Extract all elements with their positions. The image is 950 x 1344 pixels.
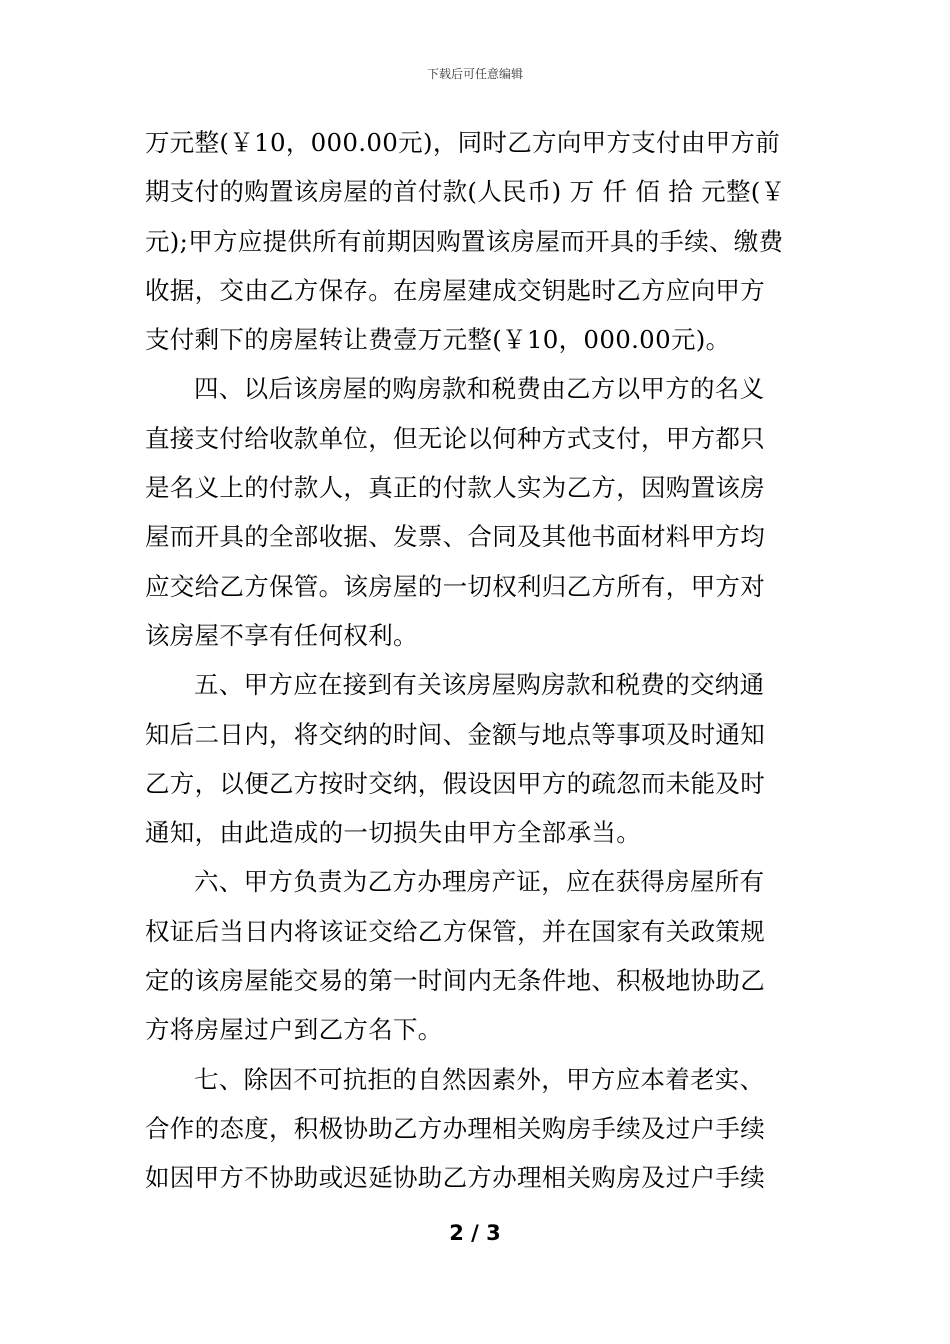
body-line: 合作的态度，积极协助乙方办理相关购房手续及过户手续 (145, 1113, 765, 1143)
body-line: 屋而开具的全部收据、发票、合同及其他书面材料甲方均 (145, 522, 765, 552)
body-line: 支付剩下的房屋转让费壹万元整(￥10，000.00元)。 (145, 325, 731, 355)
body-line: 直接支付给收款单位，但无论以何种方式支付，甲方都只 (145, 423, 765, 453)
body-line: 期支付的购置该房屋的首付款(人民币) 万 仟 佰 拾 元整(￥ (145, 177, 786, 207)
body-line: 定的该房屋能交易的第一时间内无条件地、积极地协助乙 (145, 966, 765, 996)
page-number: 2 / 3 (449, 1221, 501, 1245)
body-line: 是名义上的付款人，真正的付款人实为乙方，因购置该房 (145, 473, 765, 503)
body-line: 该房屋不享有任何权利。 (145, 620, 418, 650)
body-line: 应交给乙方保管。该房屋的一切权利归乙方所有，甲方对 (145, 571, 765, 601)
body-line: 通知，由此造成的一切损失由甲方全部承当。 (145, 818, 641, 848)
body-line: 乙方，以便乙方按时交纳，假设因甲方的疏忽而未能及时 (145, 768, 765, 798)
body-line: 方将房屋过户到乙方名下。 (145, 1015, 443, 1045)
document-body (145, 118, 810, 1203)
paragraph-start-4: 四、以后该房屋的购房款和税费由乙方以甲方的名义 (194, 374, 765, 404)
body-line: 元);甲方应提供所有前期因购置该房屋而开具的手续、缴费 (145, 226, 784, 256)
paragraph-start-5: 五、甲方应在接到有关该房屋购房款和税费的交纳通 (194, 670, 765, 700)
page-header-note: 下载后可任意编辑 (426, 67, 523, 81)
body-line: 收据，交由乙方保存。在房屋建成交钥匙时乙方应向甲方 (145, 275, 765, 305)
body-line: 权证后当日内将该证交给乙方保管，并在国家有关政策规 (145, 916, 765, 946)
paragraph-start-7: 七、除因不可抗拒的自然因素外，甲方应本着老实、 (194, 1064, 765, 1094)
body-line: 万元整(￥10，000.00元)，同时乙方向甲方支付由甲方前 (145, 128, 781, 157)
body-line: 知后二日内，将交纳的时间、金额与地点等事项及时通知 (145, 719, 765, 749)
paragraph-start-6: 六、甲方负责为乙方办理房产证，应在获得房屋所有 (194, 867, 765, 897)
body-line: 如因甲方不协助或迟延协助乙方办理相关购房及过户手续 (145, 1163, 765, 1193)
